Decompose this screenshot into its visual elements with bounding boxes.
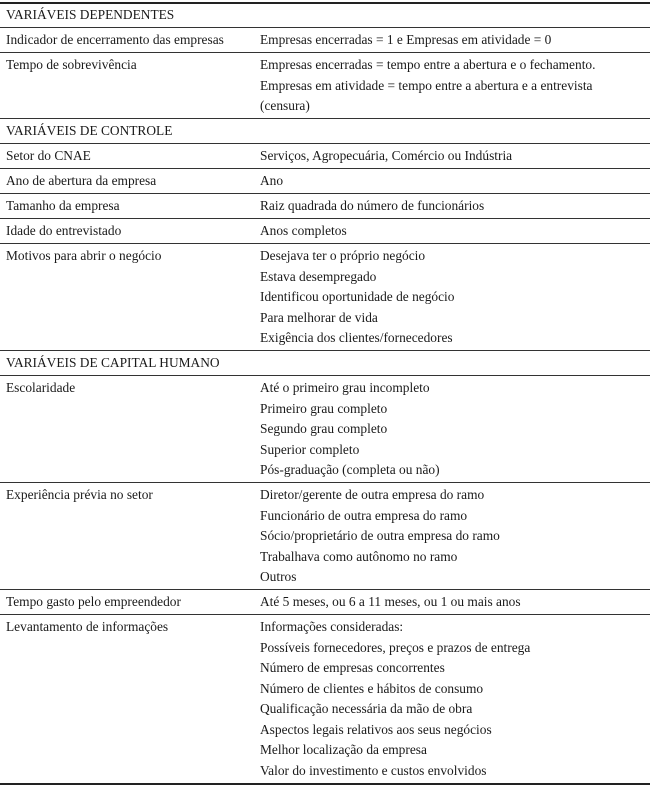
- variable-name-text: Tempo de sobrevivência: [6, 57, 137, 72]
- description-line: Melhor localização da empresa: [260, 742, 427, 757]
- variable-name-text: Experiência prévia no setor: [6, 487, 153, 502]
- variable-name-text: Motivos para abrir o negócio: [6, 248, 162, 263]
- variable-name: [6, 55, 137, 76]
- description-line: Para melhorar de vida: [260, 309, 378, 325]
- table-rule: [0, 218, 650, 219]
- table-rule: [0, 168, 650, 169]
- description-line: Desejava ter o próprio negócio: [260, 248, 426, 263]
- variable-name: [6, 146, 91, 167]
- description-line: Estava desempregado: [260, 268, 377, 284]
- variable-name-text: Levantamento de informações: [6, 619, 169, 634]
- description-line: Possíveis fornecedores, preços e prazos de entrega: [260, 639, 531, 655]
- variable-name: [6, 246, 161, 267]
- section-heading: [6, 5, 174, 26]
- description-line: Empresas em atividade = tempo entre a abertura e a entrevista: [260, 77, 593, 93]
- description-line: Primeiro grau completo: [260, 400, 388, 416]
- variable-name: [6, 617, 168, 638]
- description-line: Outros: [260, 569, 297, 584]
- variable-description: [260, 246, 454, 349]
- table-rule: [0, 143, 650, 144]
- variable-name: [6, 592, 181, 613]
- description-line: Qualificação necessária da mão de obra: [260, 701, 473, 716]
- description-line: Funcionário de outra empresa do ramo: [260, 507, 468, 523]
- variable-name: [6, 30, 224, 51]
- description-line: Sócio/proprietário de outra empresa do ramo: [260, 528, 500, 543]
- table-rule: [0, 2, 650, 4]
- variable-description: [260, 592, 521, 613]
- description-line: Aspectos legais relativos aos seus negócios: [260, 721, 492, 737]
- table-rule: [0, 375, 650, 376]
- table-rule: [0, 27, 650, 28]
- variable-name: [6, 171, 156, 192]
- description-line: Até 5 meses, ou 6 a 11 meses, ou 1 ou mais anos: [260, 594, 521, 609]
- variable-description: [260, 485, 500, 588]
- description-line: Identificou oportunidade de negócio: [260, 289, 455, 304]
- section-heading: [6, 121, 172, 142]
- variable-description: [260, 55, 595, 117]
- table-rule: [0, 482, 650, 483]
- description-line: Empresas encerradas = 1 e Empresas em atividade = 0: [260, 32, 552, 47]
- description-line: Raiz quadrada do número de funcionários: [260, 198, 485, 213]
- table-rule: [0, 193, 650, 194]
- description-line: Número de empresas concorrentes: [260, 660, 445, 675]
- section-heading-text: VARIÁVEIS DE CONTROLE: [6, 123, 173, 138]
- description-line: Exigência dos clientes/fornecedores: [260, 330, 453, 345]
- variable-description: [260, 146, 512, 167]
- description-line: Serviços, Agropecuária, Comércio ou Indústria: [260, 148, 513, 163]
- table-rule: [0, 614, 650, 615]
- variable-description: [260, 221, 347, 242]
- variable-name: [6, 196, 120, 217]
- description-line: Anos completos: [260, 223, 347, 238]
- variable-name-text: Indicador de encerramento das empresas: [6, 32, 224, 47]
- section-heading-text: VARIÁVEIS DE CAPITAL HUMANO: [6, 355, 220, 370]
- variable-name-text: Tempo gasto pelo empreendedor: [6, 594, 181, 609]
- description-line: Informações consideradas:: [260, 619, 404, 634]
- variable-name-text: Idade do entrevistado: [6, 223, 122, 238]
- description-line: Segundo grau completo: [260, 421, 388, 436]
- table-rule: [0, 783, 650, 785]
- table-rule: [0, 350, 650, 351]
- description-line: Trabalhava como autônomo no ramo: [260, 548, 458, 564]
- variable-name-text: Setor do CNAE: [6, 148, 91, 163]
- table-rule: [0, 589, 650, 590]
- section-heading: [6, 353, 220, 374]
- description-line: Superior completo: [260, 441, 360, 457]
- variable-name-text: Ano de abertura da empresa: [6, 173, 157, 188]
- variable-description: [260, 30, 551, 51]
- variable-name: [6, 485, 153, 506]
- description-line: Diretor/gerente de outra empresa do ramo: [260, 487, 485, 502]
- table-rule: [0, 52, 650, 53]
- variable-description: [260, 617, 530, 781]
- description-line: Número de clientes e hábitos de consumo: [260, 680, 484, 696]
- description-line: Ano: [260, 173, 284, 188]
- variable-name: [6, 221, 121, 242]
- variable-name-text: Tamanho da empresa: [6, 198, 120, 213]
- variable-name-text: Escolaridade: [6, 380, 76, 395]
- variable-description: [260, 171, 283, 192]
- description-line: (censura): [260, 98, 310, 113]
- section-heading-text: VARIÁVEIS DEPENDENTES: [6, 7, 175, 22]
- variable-name: [6, 378, 75, 399]
- description-line: Pós-graduação (completa ou não): [260, 462, 440, 477]
- description-line: Empresas encerradas = tempo entre a abertura e o fechamento.: [260, 57, 596, 72]
- description-line: Até o primeiro grau incompleto: [260, 380, 430, 395]
- table-rule: [0, 243, 650, 244]
- description-line: Valor do investimento e custos envolvidos: [260, 762, 487, 778]
- variable-description: [260, 196, 484, 217]
- variable-description: [260, 378, 440, 481]
- table-rule: [0, 118, 650, 119]
